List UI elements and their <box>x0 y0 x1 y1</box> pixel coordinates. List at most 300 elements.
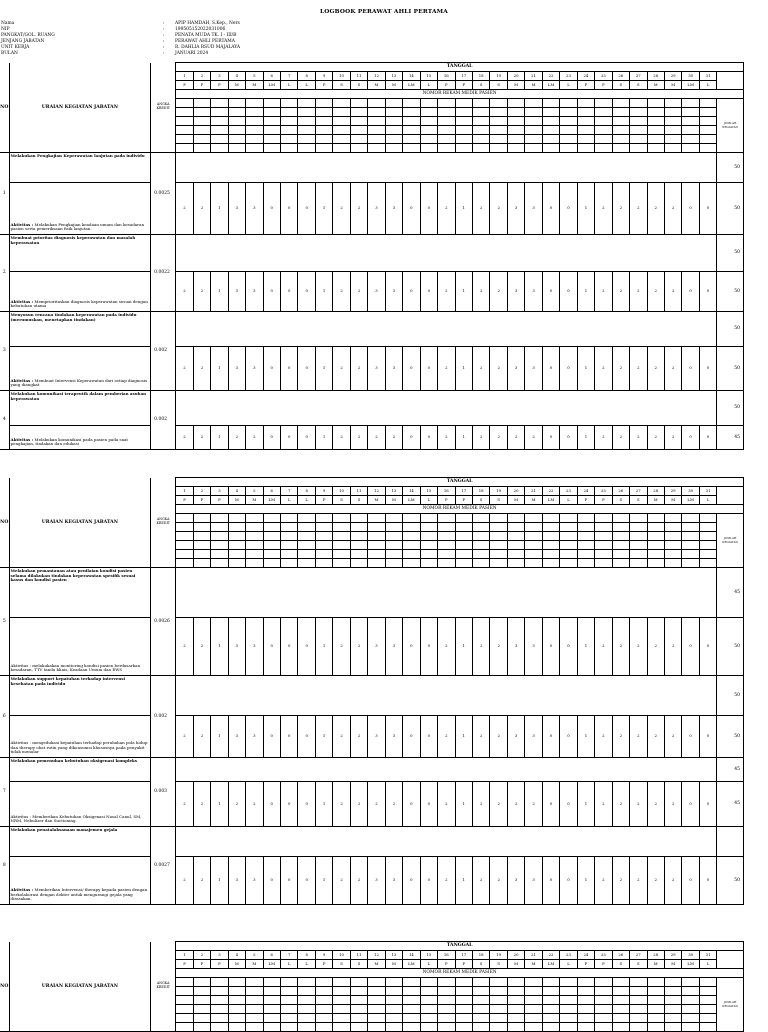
record-cell <box>350 514 367 523</box>
record-cell <box>525 559 542 568</box>
shift-code: S <box>472 496 489 505</box>
daily-count: 0 <box>263 347 280 391</box>
record-cell <box>315 126 332 135</box>
shift-code: P <box>315 81 332 90</box>
record-cell <box>385 144 402 153</box>
daily-count: 2 <box>472 347 489 391</box>
record-cell <box>507 978 524 987</box>
daily-count: 2 <box>664 716 681 758</box>
record-cell <box>438 126 455 135</box>
day-number: 10 <box>333 951 350 960</box>
record-cell <box>682 135 699 144</box>
shift-code: M <box>228 960 245 969</box>
record-cell <box>682 108 699 117</box>
daily-count: 0 <box>298 857 315 905</box>
jumlah-header: JUMLAH KEGIATAN <box>717 514 744 568</box>
record-cell <box>525 99 542 108</box>
record-cell <box>228 550 245 559</box>
angka-kredit: 0.002 <box>151 676 176 758</box>
day-number: 19 <box>490 72 507 81</box>
daily-count: 1 <box>455 857 472 905</box>
shift-code: L <box>298 496 315 505</box>
record-cell <box>385 541 402 550</box>
record-cell <box>542 541 559 550</box>
shift-code: L <box>280 496 297 505</box>
daily-count: 0 <box>682 183 699 235</box>
daily-count: 0 <box>280 618 297 676</box>
record-cell <box>193 541 210 550</box>
record-cell <box>263 108 280 117</box>
daily-count: 0 <box>403 272 420 312</box>
shift-code: M <box>507 496 524 505</box>
day-number: 14 <box>403 951 420 960</box>
daily-count: 2 <box>612 347 629 391</box>
record-cell <box>647 108 664 117</box>
record-cell <box>647 532 664 541</box>
day-number: 10 <box>333 487 350 496</box>
record-cell <box>595 1014 612 1023</box>
record-cell <box>490 1005 507 1014</box>
shift-code: M <box>368 960 385 969</box>
record-cell <box>350 541 367 550</box>
daily-count: 0 <box>403 347 420 391</box>
shift-code: L <box>420 960 437 969</box>
activity-total-top: 50 <box>717 312 744 347</box>
record-cell <box>664 514 681 523</box>
identity-value: APIP HAMDAH, S.Kep., Ners <box>175 21 240 26</box>
record-cell <box>315 514 332 523</box>
day-number: 30 <box>682 487 699 496</box>
day-number: 27 <box>630 72 647 81</box>
day-number: 26 <box>612 487 629 496</box>
record-cell <box>420 996 437 1005</box>
record-cell <box>560 1005 577 1014</box>
shift-code: P <box>438 81 455 90</box>
record-cell <box>438 996 455 1005</box>
record-cell <box>542 117 559 126</box>
daily-count: 0 <box>560 183 577 235</box>
record-cell <box>315 117 332 126</box>
record-cell <box>228 978 245 987</box>
daily-count: 1 <box>455 618 472 676</box>
record-cell <box>263 541 280 550</box>
daily-count: 0 <box>280 183 297 235</box>
daily-count: 2 <box>176 782 193 827</box>
record-cell <box>612 559 629 568</box>
daily-count: 2 <box>333 272 350 312</box>
activity-row <box>0 183 744 235</box>
record-cell <box>368 514 385 523</box>
record-cell <box>420 514 437 523</box>
daily-count: 2 <box>176 347 193 391</box>
record-cell <box>577 987 594 996</box>
daily-count: 3 <box>228 716 245 758</box>
daily-count: 2 <box>350 618 367 676</box>
record-cell <box>403 126 420 135</box>
record-cell <box>350 135 367 144</box>
record-cell <box>595 532 612 541</box>
record-cell <box>490 144 507 153</box>
daily-count: 1 <box>315 782 332 827</box>
day-number: 24 <box>577 72 594 81</box>
daily-count: 3 <box>368 716 385 758</box>
record-cell <box>472 978 489 987</box>
record-cell <box>490 532 507 541</box>
day-number: 19 <box>490 951 507 960</box>
day-number: 26 <box>612 951 629 960</box>
record-cell <box>211 1014 228 1023</box>
record-cell <box>263 532 280 541</box>
daily-count: 1 <box>577 272 594 312</box>
record-cell <box>333 99 350 108</box>
daily-count: 1 <box>211 716 228 758</box>
record-cell <box>490 987 507 996</box>
record-cell <box>315 987 332 996</box>
activity-total-top: 45 <box>717 568 744 618</box>
daily-count: 2 <box>595 426 612 450</box>
record-cell <box>577 523 594 532</box>
record-cell <box>403 987 420 996</box>
record-cell <box>455 978 472 987</box>
record-cell <box>280 126 297 135</box>
day-number: 7 <box>280 72 297 81</box>
angka-kredit: 0.0027 <box>151 827 176 905</box>
record-cell <box>455 532 472 541</box>
record-cell <box>630 523 647 532</box>
shift-code: M <box>664 81 681 90</box>
daily-count: 2 <box>647 272 664 312</box>
daily-count: 2 <box>176 618 193 676</box>
record-cell <box>333 523 350 532</box>
record-cell <box>280 532 297 541</box>
record-cell <box>333 126 350 135</box>
record-cell <box>403 135 420 144</box>
record-cell <box>595 541 612 550</box>
shift-code: M <box>368 81 385 90</box>
daily-count: 1 <box>211 272 228 312</box>
daily-count: 0 <box>699 857 716 905</box>
record-cell <box>472 126 489 135</box>
record-cell <box>525 523 542 532</box>
record-cell <box>542 126 559 135</box>
record-cell <box>630 99 647 108</box>
record-cell <box>577 550 594 559</box>
record-cell <box>176 126 193 135</box>
day-number: 20 <box>507 951 524 960</box>
record-cell <box>525 135 542 144</box>
activity-title: Menyusun rencana tindakan keperawatan pada individu (merumuskan, menetapkan tindakan) <box>10 312 137 322</box>
day-number: 22 <box>542 72 559 81</box>
tanggal-header: TANGGAL <box>176 63 744 72</box>
record-cell <box>176 108 193 117</box>
record-cell <box>368 559 385 568</box>
column-uraian-header: URAIAN KEGIATAN JABATAN <box>9 942 151 1032</box>
record-cell <box>612 135 629 144</box>
record-cell <box>333 117 350 126</box>
day-number: 16 <box>438 487 455 496</box>
daily-count: 3 <box>228 272 245 312</box>
record-cell <box>542 108 559 117</box>
shift-code: LM <box>263 960 280 969</box>
shift-code: P <box>315 496 332 505</box>
record-cell <box>664 559 681 568</box>
daily-count: 2 <box>472 426 489 450</box>
record-cell <box>211 996 228 1005</box>
day-number: 9 <box>315 951 332 960</box>
activity-sub-label: Aktivitas : <box>10 377 34 383</box>
record-cell <box>647 135 664 144</box>
daily-count: 1 <box>577 618 594 676</box>
daily-count: 2 <box>333 426 350 450</box>
daily-count: 3 <box>368 347 385 391</box>
day-number: 6 <box>263 487 280 496</box>
record-cell <box>315 1014 332 1023</box>
day-number: 21 <box>525 951 542 960</box>
identity-value: PERAWAT AHLI PERTAMA <box>175 38 235 44</box>
daily-count: 2 <box>228 426 245 450</box>
record-cell <box>438 978 455 987</box>
daily-count: 2 <box>176 183 193 235</box>
record-cell <box>176 1005 193 1014</box>
activity-no: 1 <box>0 153 9 235</box>
day-number: 2 <box>193 951 210 960</box>
day-number: 25 <box>595 951 612 960</box>
daily-count: 0 <box>420 426 437 450</box>
record-cell <box>455 1014 472 1023</box>
daily-count: 2 <box>647 618 664 676</box>
activity-sub-label: Aktivitas : <box>10 887 34 893</box>
identity-value: JANUARI 2024 <box>175 50 209 56</box>
identity-colon: : <box>163 32 165 38</box>
daily-count: 2 <box>193 272 210 312</box>
angka-kredit: 0.003 <box>151 758 176 827</box>
shift-code: P <box>176 81 193 90</box>
record-cell <box>699 559 716 568</box>
identity-colon: : <box>163 50 165 56</box>
record-cell <box>577 1014 594 1023</box>
shift-code: S <box>630 496 647 505</box>
column-no-header: NO <box>0 942 9 1032</box>
record-cell <box>403 550 420 559</box>
daily-count: 1 <box>577 347 594 391</box>
record-cell <box>298 978 315 987</box>
activity-row <box>0 782 744 827</box>
record-cell <box>368 550 385 559</box>
shift-code: P <box>193 81 210 90</box>
record-cell <box>699 1014 716 1023</box>
record-cell <box>246 144 263 153</box>
daily-count: 2 <box>647 347 664 391</box>
record-cell <box>472 514 489 523</box>
daily-count: 2 <box>438 183 455 235</box>
daily-count: 2 <box>490 857 507 905</box>
daily-count: 0 <box>263 618 280 676</box>
record-cell <box>560 1014 577 1023</box>
activity-title: Melakukan komunikasi terapeutik dalam pemberian asuhan keperawatan <box>10 391 147 401</box>
identity-key: NIP <box>1 26 10 32</box>
column-no-header: NO <box>0 478 9 568</box>
record-cell <box>472 99 489 108</box>
record-cell <box>315 541 332 550</box>
record-cell <box>403 523 420 532</box>
record-cell <box>647 987 664 996</box>
daily-count: 2 <box>438 272 455 312</box>
record-cell <box>455 126 472 135</box>
record-cell <box>176 550 193 559</box>
record-cell <box>612 987 629 996</box>
daily-count: 2 <box>333 857 350 905</box>
record-cell <box>263 550 280 559</box>
day-number: 23 <box>560 951 577 960</box>
record-cell <box>438 135 455 144</box>
activity-sub-text: Melakukan komunikasi pada pasien pada saat pengkajian, tindakan dan edukasi <box>10 436 128 447</box>
logbook-title: LOGBOOK PERAWAT AHLI PERTAMA <box>320 9 448 15</box>
record-cell <box>420 1014 437 1023</box>
daily-count: 2 <box>385 782 402 827</box>
record-cell <box>630 1005 647 1014</box>
daily-count: 1 <box>315 618 332 676</box>
record-cell <box>333 144 350 153</box>
record-cell <box>647 541 664 550</box>
record-cell <box>333 108 350 117</box>
daily-count: 0 <box>560 347 577 391</box>
shift-code: M <box>525 81 542 90</box>
record-cell <box>630 541 647 550</box>
record-cell <box>246 532 263 541</box>
daily-count: 2 <box>612 426 629 450</box>
record-cell <box>298 987 315 996</box>
daily-count: 2 <box>630 782 647 827</box>
day-number: 31 <box>699 951 716 960</box>
daily-count: 0 <box>699 782 716 827</box>
record-cell <box>647 1014 664 1023</box>
daily-count: 2 <box>490 716 507 758</box>
day-number: 11 <box>350 487 367 496</box>
record-cell <box>246 559 263 568</box>
daily-count: 3 <box>246 716 263 758</box>
record-cell <box>577 559 594 568</box>
record-cell <box>211 126 228 135</box>
record-cell <box>682 550 699 559</box>
daily-count: 3 <box>525 716 542 758</box>
record-cell <box>263 559 280 568</box>
day-number: 2 <box>193 487 210 496</box>
column-angka-kredit-header: ANGKA KREDIT <box>151 63 176 153</box>
shift-code: M <box>664 496 681 505</box>
record-cell <box>315 108 332 117</box>
daily-count: 0 <box>403 857 420 905</box>
day-number: 8 <box>298 72 315 81</box>
record-cell <box>490 108 507 117</box>
record-cell <box>455 1005 472 1014</box>
record-cell <box>246 996 263 1005</box>
daily-count: 1 <box>315 272 332 312</box>
day-number: 3 <box>211 487 228 496</box>
record-cell <box>664 541 681 550</box>
record-cell <box>472 541 489 550</box>
day-number: 11 <box>350 951 367 960</box>
activity-row <box>0 153 744 183</box>
daily-count: 2 <box>664 272 681 312</box>
record-cell <box>368 978 385 987</box>
daily-count: 3 <box>385 716 402 758</box>
record-cell <box>595 117 612 126</box>
record-cell <box>612 550 629 559</box>
header-row <box>0 942 744 951</box>
record-cell <box>577 117 594 126</box>
shift-code: S <box>350 81 367 90</box>
record-cell <box>193 1014 210 1023</box>
record-cell <box>630 550 647 559</box>
record-cell <box>350 117 367 126</box>
shift-code: M <box>385 496 402 505</box>
daily-count: 2 <box>350 272 367 312</box>
daily-count: 1 <box>455 272 472 312</box>
record-cell <box>507 987 524 996</box>
record-cell <box>211 532 228 541</box>
record-cell <box>438 1014 455 1023</box>
identity-key: PANGKAT/GOL. RUANG <box>1 32 55 38</box>
activity-total-top: 50 <box>717 153 744 183</box>
activity-row <box>0 827 744 857</box>
shift-code: L <box>298 960 315 969</box>
record-cell <box>176 559 193 568</box>
daily-count: 2 <box>438 857 455 905</box>
record-cell <box>420 117 437 126</box>
daily-count: 0 <box>560 618 577 676</box>
activity-total: 50 <box>717 183 744 235</box>
record-cell <box>263 514 280 523</box>
day-number: 21 <box>525 72 542 81</box>
record-cell <box>560 108 577 117</box>
activity-sub-label: Aktivitas : <box>10 221 34 227</box>
record-cell <box>595 99 612 108</box>
record-cell <box>228 1014 245 1023</box>
daily-count: 2 <box>612 183 629 235</box>
record-cell <box>664 108 681 117</box>
record-cell <box>612 996 629 1005</box>
record-cell <box>455 514 472 523</box>
daily-count: 2 <box>612 716 629 758</box>
record-cell <box>455 108 472 117</box>
daily-count: 2 <box>612 618 629 676</box>
record-cell <box>664 126 681 135</box>
daily-count: 3 <box>525 618 542 676</box>
record-cell <box>525 1014 542 1023</box>
record-cell <box>595 996 612 1005</box>
record-cell <box>577 108 594 117</box>
record-cell <box>507 559 524 568</box>
shift-code: L <box>420 81 437 90</box>
identity-key: Nama <box>1 21 15 26</box>
record-cell <box>280 550 297 559</box>
shift-code: S <box>630 81 647 90</box>
shift-code: S <box>333 960 350 969</box>
record-cell <box>612 99 629 108</box>
record-cell <box>176 541 193 550</box>
record-cell <box>630 1014 647 1023</box>
record-cell <box>420 978 437 987</box>
record-cell <box>193 144 210 153</box>
activity-no: 2 <box>0 235 9 312</box>
daily-count: 3 <box>228 183 245 235</box>
record-cell <box>595 987 612 996</box>
daily-count: 2 <box>176 426 193 450</box>
record-cell <box>664 532 681 541</box>
shift-code: LM <box>542 960 559 969</box>
activity-title-cell <box>9 312 151 347</box>
activity-sub-text: Memberikan Intervensi/ therapy kepada pasien dengan berkolaborasi dengan dokter untuk mengurangi gejala yang dirasakan. <box>10 887 148 902</box>
